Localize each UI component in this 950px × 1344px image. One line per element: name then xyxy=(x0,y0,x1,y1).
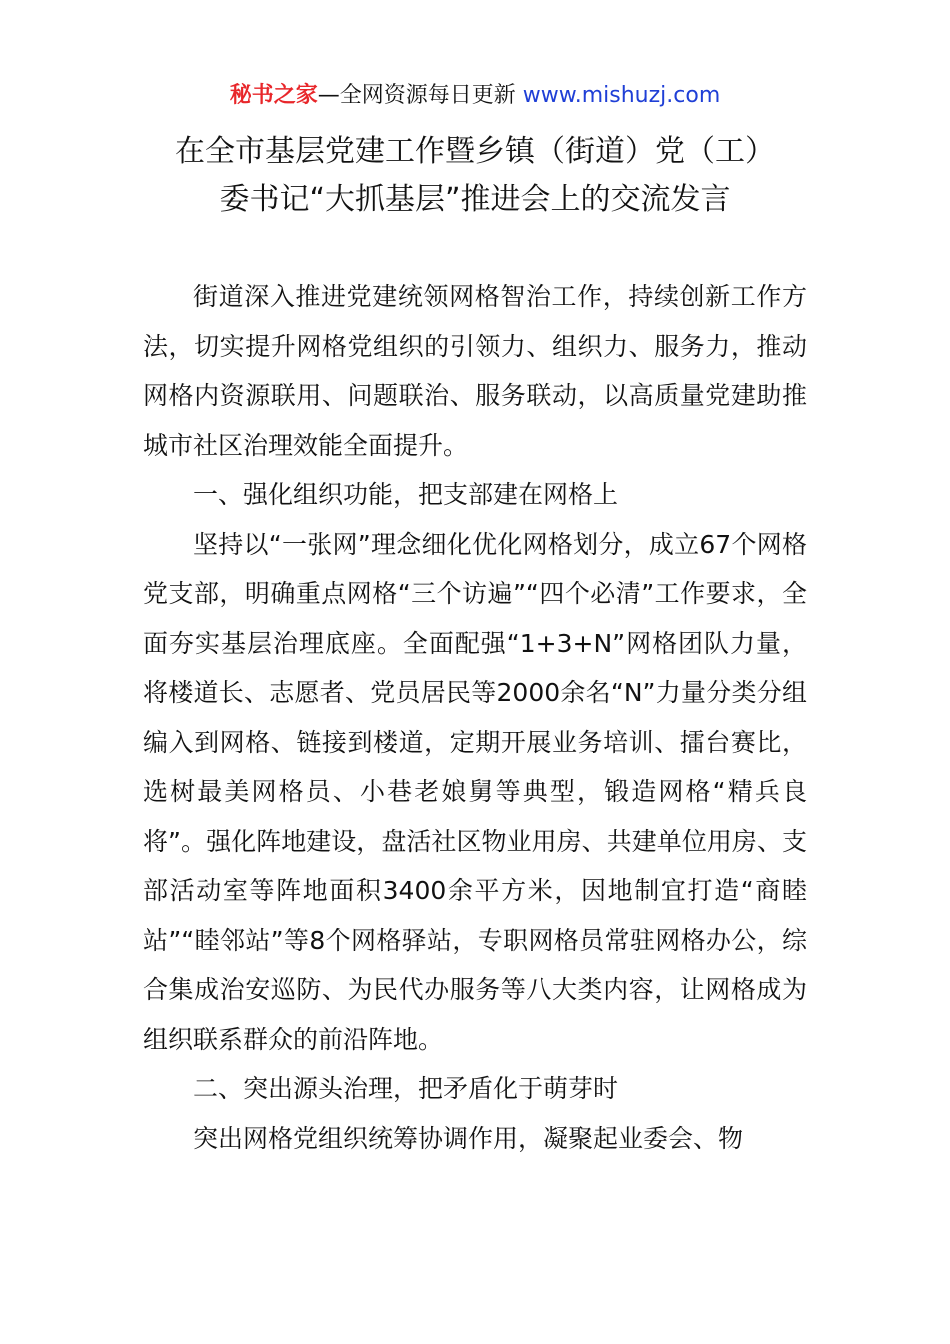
section-2-paragraph: 突出网格党组织统筹协调作用，凝聚起业委会、物 xyxy=(193,1123,744,1153)
brand-name: 秘书之家 xyxy=(229,83,318,108)
section-heading-2: 二、突出源头治理，把矛盾化于萌芽时 xyxy=(193,1074,619,1103)
section-1-paragraph: 坚持以“一张网”理念细化优化网格划分，成立67个网格党支部，明确重点网格“三个访遍”“四个必清”工作要求，全面夯实基层治理底座。全面配强“1+3+N”网格团队力量，将楼道长、志愿者、党员居民等2000余名“N”力量分类分组编入到网格、链接到楼道，定期开展业务培训、擂台赛比，选树最美网格员、小巷老娘舅等典型，锻造网格“精兵良将”。强化阵地建设，盘活社区物业用房、共建单位用房、支部活动室等阵地面积3400余平方米，因地制宜打造“商睦站”“睦邻站”等8个网格驿站，专职网格员常驻网格办公，综合集成治安巡防、为民代办服务等八大类内容，让网格成为组织联系群众的前沿阵地。 xyxy=(143,529,807,1054)
header-tagline: —全网资源每日更新 xyxy=(317,83,523,108)
site-header xyxy=(0,80,950,112)
title-line-1: 在全市基层党建工作暨乡镇（街道）党（工） xyxy=(175,134,775,169)
title-line-2: 委书记“大抓基层”推进会上的交流发言 xyxy=(219,182,731,217)
document-title xyxy=(0,128,950,224)
document-body xyxy=(143,272,807,1163)
site-url-link[interactable]: www.mishuzj.com xyxy=(522,83,721,108)
intro-paragraph: 街道深入推进党建统领网格智治工作，持续创新工作方法，切实提升网格党组织的引领力、组织力、服务力，推动网格内资源联用、问题联治、服务联动，以高质量党建助推城市社区治理效能全面提升。 xyxy=(143,282,807,460)
section-heading-1: 一、强化组织功能，把支部建在网格上 xyxy=(193,480,619,509)
